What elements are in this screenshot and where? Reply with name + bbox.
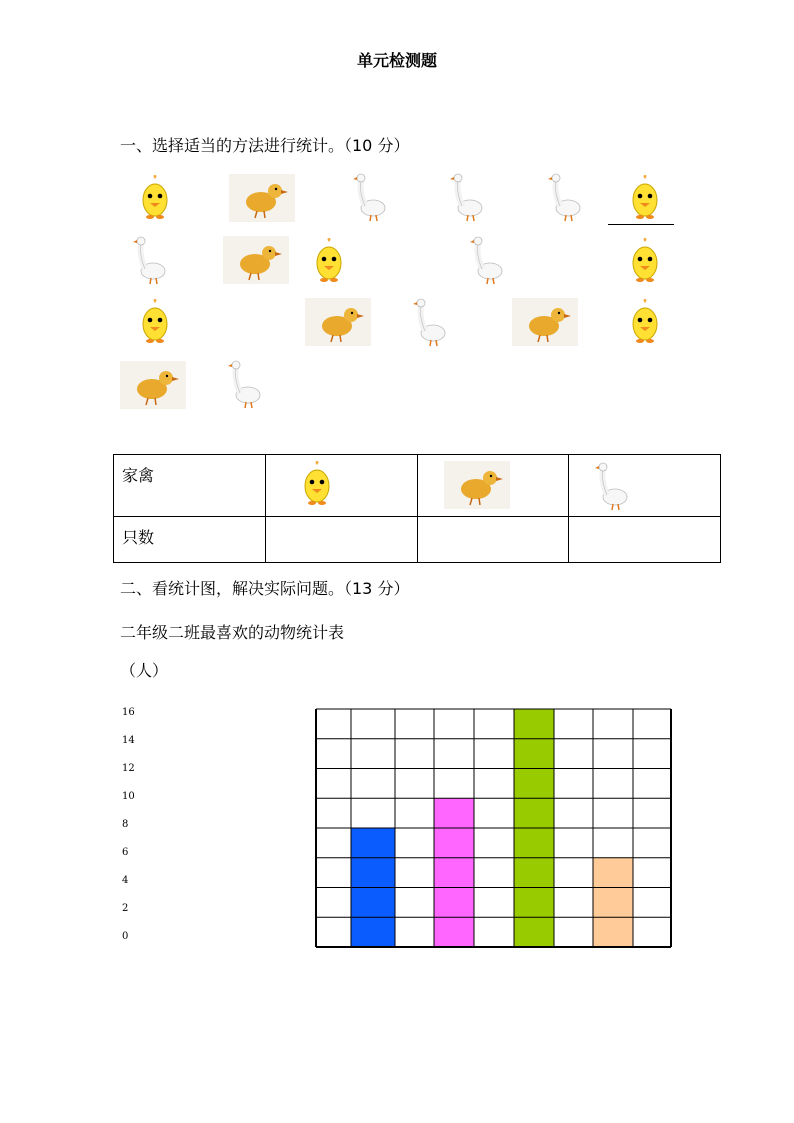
y-tick-label: 12 — [122, 763, 135, 774]
question-2: 二、看统计图，解决实际问题。（13 分） — [120, 579, 410, 598]
question-1: 一、选择适当的方法进行统计。（10 分） — [120, 136, 410, 155]
row-label-poultry: 家禽 — [114, 455, 266, 517]
y-tick-label: 2 — [122, 903, 129, 914]
y-tick-label: 10 — [122, 791, 135, 802]
y-tick-label: 4 — [122, 875, 129, 886]
y-tick-label: 16 — [122, 707, 135, 718]
y-tick-label: 14 — [122, 735, 135, 746]
chart-title: 二年级二班最喜欢的动物统计表 — [120, 623, 345, 642]
bar — [434, 798, 474, 947]
y-tick-label: 0 — [122, 931, 129, 942]
y-unit-label: （人） — [120, 661, 169, 680]
row-label-count: 只数 — [114, 517, 266, 563]
y-tick-label: 8 — [122, 819, 129, 830]
bar — [593, 858, 633, 947]
page-title: 单元检测题 — [356, 51, 437, 70]
y-tick-label: 6 — [122, 847, 129, 858]
